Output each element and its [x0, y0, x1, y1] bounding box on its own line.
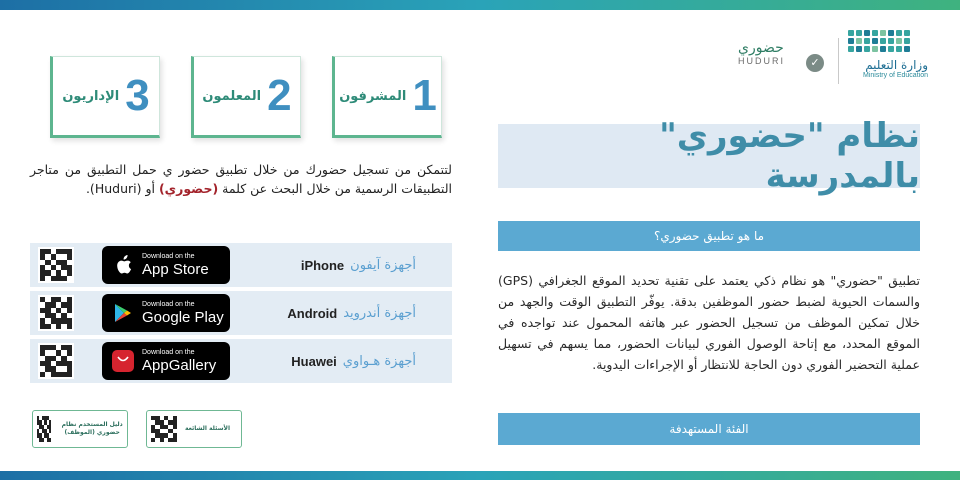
- download-row-huawei: [30, 339, 452, 383]
- target-audience-heading: الفئة المستهدفة: [498, 413, 920, 445]
- device-name-ar: أجهزة أندرويد: [343, 305, 416, 321]
- huawei-icon: [112, 350, 134, 372]
- user-guide-label: دليل المستخدم نظام حضوري (الموظف): [61, 421, 123, 436]
- device-name-ar: أجهزة هـواوي: [342, 353, 416, 369]
- app-gallery-button[interactable]: [102, 342, 230, 380]
- title-banner: [498, 116, 920, 196]
- card-number: 3: [125, 71, 150, 120]
- qr-code-icon[interactable]: [38, 247, 74, 283]
- google-play-button[interactable]: [102, 294, 230, 332]
- card-number: 1: [412, 71, 437, 120]
- device-name-en: Huawei: [291, 353, 337, 369]
- device-label: [287, 291, 416, 335]
- app-description: تطبيق "حضوري" هو نظام ذكي يعتمد على تقنية تحديد الموقع الجغرافي (GPS) والسمات الحيوية لضبط حضور الموظفين بدقة. يوفّر التطبيق الوقت والجهد من خلال تمكين الموظف من تسجيل الحضور عبر هاتفه المحمول عند تواجده في الموقع المحدد، مع إتاحة الوصول الفوري لبيانات الحضور، مما يسهم في تسهيل عملية التحضير الفوري دون الحاجة للانتظار أو الإجراءات اليدوية.: [498, 273, 920, 372]
- huduri-check-icon: ✓: [806, 54, 824, 72]
- logo-separator: [838, 38, 839, 84]
- faq-label: الأسئلة الشائعة: [185, 425, 230, 432]
- card-number: 2: [267, 71, 292, 120]
- faq-card[interactable]: [146, 410, 242, 448]
- intro-keyword: (حضوري): [158, 181, 219, 196]
- download-row-android: [30, 291, 452, 335]
- device-label: [291, 339, 416, 383]
- store-name: App Store: [142, 260, 209, 278]
- page-title: نظام "حضوري" بالمدرسة: [659, 116, 920, 196]
- device-name-en: Android: [287, 305, 338, 321]
- device-label: [301, 243, 416, 287]
- user-guide-card[interactable]: [32, 410, 128, 448]
- device-name-ar: أجهزة آيفون: [350, 257, 416, 273]
- top-gradient-bar: [0, 0, 960, 10]
- card-label: المشرفون: [339, 88, 407, 104]
- huduri-name-ar: حضوري: [738, 40, 784, 56]
- intro-text-before: لتتمكن من تسجيل حضورك من خلال تطبيق حضور ي حمل التطبيق من متاجر التطبيقات الرسمية من خلال البحث عن كلمة: [30, 162, 452, 196]
- bottom-gradient-bar: [0, 471, 960, 480]
- card-teachers: [191, 56, 301, 138]
- card-label: المعلمون: [202, 88, 262, 104]
- card-label: الإداريون: [62, 88, 120, 104]
- card-administrators: [50, 56, 160, 138]
- huduri-name-en: HUDURI: [738, 56, 785, 66]
- qr-code-icon[interactable]: [38, 295, 74, 331]
- download-row-iphone: [30, 243, 452, 287]
- download-instructions: [30, 160, 452, 198]
- ministry-logo: [848, 30, 928, 90]
- store-name: AppGallery: [142, 356, 217, 374]
- huduri-logo: [738, 40, 830, 82]
- intro-text-after: أو (Huduri).: [85, 181, 159, 196]
- apple-icon: [112, 254, 134, 276]
- app-store-button[interactable]: [102, 246, 230, 284]
- qr-code-icon[interactable]: [149, 414, 179, 444]
- ministry-name-en: Ministry of Education: [863, 72, 928, 79]
- what-is-heading: ما هو تطبيق حضوري؟: [498, 221, 920, 251]
- store-small-text: Download on the: [142, 348, 195, 356]
- google-play-icon: [112, 302, 134, 324]
- device-name-en: iPhone: [300, 257, 345, 273]
- store-name: Google Play: [142, 308, 224, 326]
- card-supervisors: [332, 56, 442, 138]
- ministry-emblem-icon: [848, 30, 928, 52]
- ministry-name-ar: وزارة التعليم: [865, 58, 928, 72]
- store-small-text: Download on the: [142, 252, 195, 260]
- store-small-text: Download on the: [142, 300, 195, 308]
- qr-code-icon[interactable]: [35, 414, 53, 444]
- qr-code-icon[interactable]: [38, 343, 74, 379]
